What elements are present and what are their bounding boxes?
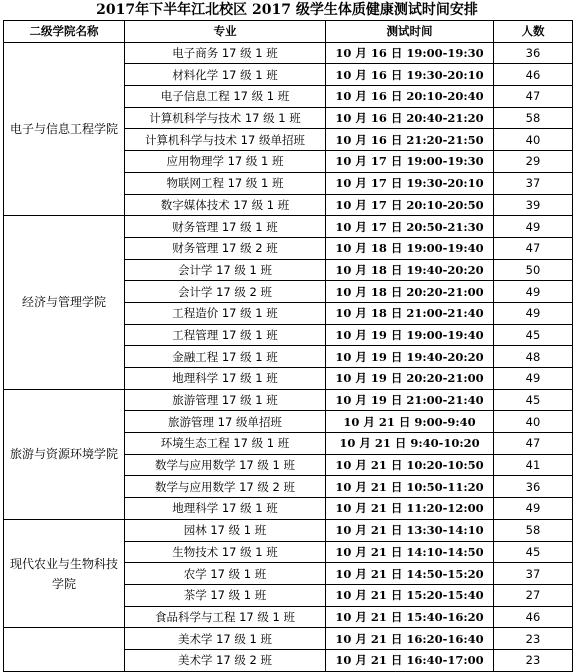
count-cell: 49 — [494, 498, 573, 520]
major-cell: 地理科学 17 级 1 班 — [125, 498, 326, 520]
major-cell: 数学与应用数学 17 级 1 班 — [125, 454, 326, 476]
count-cell: 37 — [494, 172, 573, 194]
major-cell: 食品科学与工程 17 级 1 班 — [125, 606, 326, 628]
major-cell: 工程管理 17 级 1 班 — [125, 324, 326, 346]
major-cell: 物联网工程 17 级 1 班 — [125, 172, 326, 194]
college-name-cell: 电子与信息工程学院 — [4, 42, 125, 216]
major-cell: 财务管理 17 级 1 班 — [125, 216, 326, 238]
time-cell: 10 月 16 日 21:20-21:50 — [326, 129, 494, 151]
count-cell: 41 — [494, 454, 573, 476]
time-cell: 10 月 18 日 21:00-21:40 — [326, 302, 494, 324]
major-cell: 会计学 17 级 1 班 — [125, 259, 326, 281]
count-cell: 48 — [494, 346, 573, 368]
time-cell: 10 月 21 日 16:20-16:40 — [326, 628, 494, 650]
header-count: 人数 — [494, 21, 573, 43]
major-cell: 地理科学 17 级 1 班 — [125, 368, 326, 390]
schedule-table — [3, 20, 573, 672]
time-cell: 10 月 19 日 21:00-21:40 — [326, 389, 494, 411]
time-cell: 10 月 17 日 20:10-20:50 — [326, 194, 494, 216]
time-cell: 10 月 21 日 15:20-15:40 — [326, 584, 494, 606]
time-cell: 10 月 16 日 19:00-19:30 — [326, 42, 494, 64]
time-cell: 10 月 18 日 20:20-21:00 — [326, 281, 494, 303]
major-cell: 财务管理 17 级 2 班 — [125, 237, 326, 259]
major-cell: 电子商务 17 级 1 班 — [125, 42, 326, 64]
time-cell: 10 月 21 日 10:50-11:20 — [326, 476, 494, 498]
major-cell: 旅游管理 17 级单招班 — [125, 411, 326, 433]
count-cell: 45 — [494, 541, 573, 563]
count-cell: 49 — [494, 216, 573, 238]
college-name-cell: 现代农业与生物科技学院 — [4, 519, 125, 627]
table-row — [4, 389, 573, 411]
time-cell: 10 月 16 日 19:30-20:10 — [326, 64, 494, 86]
count-cell: 47 — [494, 86, 573, 108]
major-cell: 电子信息工程 17 级 1 班 — [125, 86, 326, 108]
major-cell: 金融工程 17 级 1 班 — [125, 346, 326, 368]
count-cell: 46 — [494, 606, 573, 628]
count-cell: 27 — [494, 584, 573, 606]
major-cell: 材料化学 17 级 1 班 — [125, 64, 326, 86]
major-cell: 茶学 17 级 1 班 — [125, 584, 326, 606]
table-row — [4, 628, 573, 650]
count-cell: 58 — [494, 519, 573, 541]
count-cell: 29 — [494, 151, 573, 173]
count-cell: 36 — [494, 42, 573, 64]
major-cell: 美术学 17 级 2 班 — [125, 649, 326, 671]
count-cell: 23 — [494, 628, 573, 650]
count-cell: 37 — [494, 563, 573, 585]
time-cell: 10 月 21 日 13:30-14:10 — [326, 519, 494, 541]
time-cell: 10 月 21 日 10:20-10:50 — [326, 454, 494, 476]
major-cell: 会计学 17 级 2 班 — [125, 281, 326, 303]
major-cell: 计算机科学与技术 17 级单招班 — [125, 129, 326, 151]
time-cell: 10 月 17 日 19:30-20:10 — [326, 172, 494, 194]
major-cell: 数学与应用数学 17 级 2 班 — [125, 476, 326, 498]
time-cell: 10 月 21 日 14:50-15:20 — [326, 563, 494, 585]
table-row — [4, 519, 573, 541]
major-cell: 环境生态工程 17 级 1 班 — [125, 433, 326, 455]
header-row — [4, 21, 573, 43]
count-cell: 49 — [494, 281, 573, 303]
time-cell: 10 月 21 日 9:40-10:20 — [326, 433, 494, 455]
college-name-cell: 经济与管理学院 — [4, 216, 125, 390]
count-cell: 40 — [494, 411, 573, 433]
count-cell: 45 — [494, 389, 573, 411]
time-cell: 10 月 16 日 20:10-20:40 — [326, 86, 494, 108]
time-cell: 10 月 18 日 19:40-20:20 — [326, 259, 494, 281]
count-cell: 47 — [494, 237, 573, 259]
table-row — [4, 42, 573, 64]
count-cell: 46 — [494, 64, 573, 86]
college-name-cell: 旅游与资源环境学院 — [4, 389, 125, 519]
count-cell: 23 — [494, 649, 573, 671]
count-cell: 40 — [494, 129, 573, 151]
major-cell: 园林 17 级 1 班 — [125, 519, 326, 541]
time-cell: 10 月 21 日 15:40-16:20 — [326, 606, 494, 628]
major-cell: 应用物理学 17 级 1 班 — [125, 151, 326, 173]
header-time: 测试时间 — [326, 21, 494, 43]
table-row — [4, 216, 573, 238]
header-major: 专业 — [125, 21, 326, 43]
major-cell: 工程造价 17 级 1 班 — [125, 302, 326, 324]
count-cell: 45 — [494, 324, 573, 346]
time-cell: 10 月 21 日 16:40-17:00 — [326, 649, 494, 671]
count-cell: 47 — [494, 433, 573, 455]
time-cell: 10 月 19 日 19:00-19:40 — [326, 324, 494, 346]
time-cell: 10 月 19 日 19:40-20:20 — [326, 346, 494, 368]
major-cell: 生物技术 17 级 1 班 — [125, 541, 326, 563]
time-cell: 10 月 17 日 19:00-19:30 — [326, 151, 494, 173]
major-cell: 美术学 17 级 1 班 — [125, 628, 326, 650]
count-cell: 50 — [494, 259, 573, 281]
major-cell: 数字媒体技术 17 级 1 班 — [125, 194, 326, 216]
major-cell: 农学 17 级 1 班 — [125, 563, 326, 585]
time-cell: 10 月 18 日 19:00-19:40 — [326, 237, 494, 259]
major-cell: 旅游管理 17 级 1 班 — [125, 389, 326, 411]
count-cell: 49 — [494, 302, 573, 324]
time-cell: 10 月 21 日 9:00-9:40 — [326, 411, 494, 433]
page-title: 2017年下半年江北校区 2017 级学生体质健康测试时间安排 — [96, 2, 478, 18]
header-college: 二级学院名称 — [4, 21, 125, 43]
major-cell: 计算机科学与技术 17 级 1 班 — [125, 107, 326, 129]
time-cell: 10 月 17 日 20:50-21:30 — [326, 216, 494, 238]
time-cell: 10 月 19 日 20:20-21:00 — [326, 368, 494, 390]
time-cell: 10 月 21 日 14:10-14:50 — [326, 541, 494, 563]
time-cell: 10 月 21 日 11:20-12:00 — [326, 498, 494, 520]
count-cell: 39 — [494, 194, 573, 216]
count-cell: 58 — [494, 107, 573, 129]
count-cell: 36 — [494, 476, 573, 498]
count-cell: 49 — [494, 368, 573, 390]
time-cell: 10 月 16 日 20:40-21:20 — [326, 107, 494, 129]
